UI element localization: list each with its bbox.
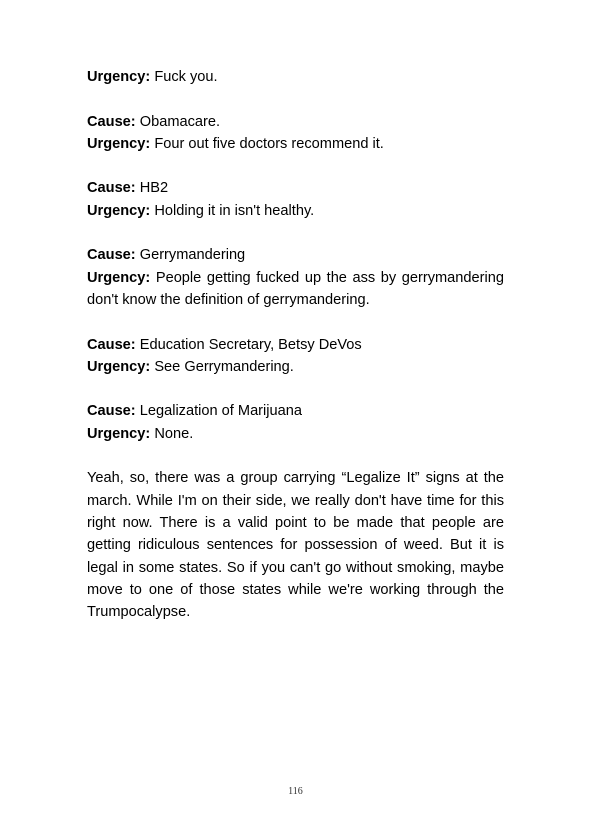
urgency-line (87, 133, 504, 155)
page-number: 116 (288, 786, 303, 797)
entry-4 (87, 244, 504, 311)
urgency-text: Four out five doctors recommend it. (154, 135, 384, 152)
cause-text: Education Secretary, Betsy DeVos (139, 336, 362, 353)
cause-line (87, 244, 504, 266)
cause-text: Gerrymandering (139, 247, 246, 264)
entry-2 (87, 111, 504, 156)
urgency-line (87, 356, 504, 378)
urgency-text: See Gerrymandering. (154, 358, 294, 375)
urgency-line (87, 267, 504, 312)
urgency-label: Urgency: (87, 202, 151, 219)
urgency-text: People getting fucked up the ass by gerrymandering don't know the definition of gerrymandering. (87, 269, 504, 308)
cause-label: Cause: (87, 247, 136, 264)
urgency-text: None. (154, 425, 194, 442)
cause-text: HB2 (139, 180, 169, 197)
urgency-label: Urgency: (87, 69, 151, 85)
urgency-line (87, 200, 504, 222)
entry-1 (87, 66, 504, 88)
entry-6 (87, 400, 504, 445)
urgency-line (87, 423, 504, 445)
cause-label: Cause: (87, 180, 136, 197)
page-body (87, 66, 504, 638)
cause-line (87, 111, 504, 133)
urgency-label: Urgency: (87, 358, 151, 375)
urgency-text: Fuck you. (154, 69, 218, 85)
cause-label: Cause: (87, 336, 136, 353)
entry-5 (87, 334, 504, 379)
cause-line (87, 334, 504, 356)
urgency-label: Urgency: (87, 425, 151, 442)
cause-line (87, 400, 504, 422)
cause-label: Cause: (87, 113, 136, 130)
cause-text: Legalization of Marijuana (139, 403, 302, 420)
cause-label: Cause: (87, 403, 136, 420)
urgency-label: Urgency: (87, 269, 151, 286)
cause-text: Obamacare. (139, 113, 221, 130)
closing-paragraph: Yeah, so, there was a group carrying “Legalize It” signs at the march. While I'm on their side, we really don't have time for this right now. There is a valid point to be made that people are getting ridiculous sentences for possession of weed. But it is legal in some states. So if you can't go without smoking, maybe move to one of those states while we're working through the Trumpocalypse. (87, 470, 504, 621)
urgency-line (87, 66, 504, 88)
entry-3 (87, 177, 504, 222)
cause-line (87, 177, 504, 199)
urgency-label: Urgency: (87, 135, 151, 152)
urgency-text: Holding it in isn't healthy. (154, 202, 315, 219)
